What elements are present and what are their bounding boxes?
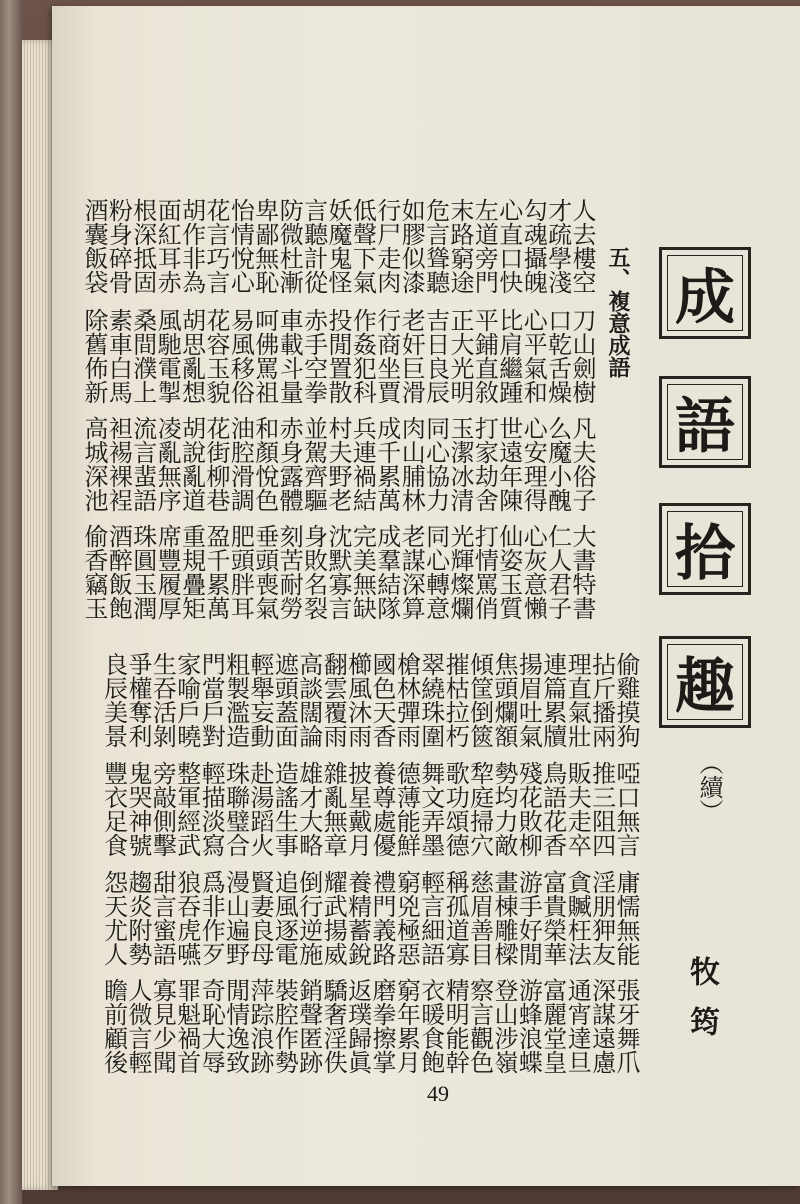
idiom: 凌亂無序 [153, 416, 182, 512]
idiom: 花言巧言 [202, 198, 230, 294]
idiom: 赴湯蹈火 [246, 761, 274, 857]
idiom: 良辰美景 [99, 652, 128, 748]
idiom: 磨拳擦掌 [368, 978, 396, 1074]
idiom: 返璞歸眞 [343, 978, 372, 1074]
subtitle: （續） [695, 751, 723, 823]
idiom: 狼吞虎嚥 [172, 870, 201, 966]
idiom: 油腔滑調 [226, 416, 255, 512]
idiom: 櫛風沐雨 [343, 652, 372, 748]
idiom: 正大光明 [446, 308, 474, 404]
title-box-3 [659, 503, 751, 595]
idiom: 連篇累牘 [538, 652, 567, 748]
idiom: 雄才大略 [294, 761, 323, 857]
idiom: 肉山脯林 [397, 416, 426, 512]
idiom: 袒裼裸裎 [104, 416, 133, 512]
idiom: 高城深池 [80, 416, 108, 512]
book-page [52, 6, 800, 1186]
idiom: 面紅耳赤 [153, 198, 182, 294]
idiom: 口乾舌燥 [543, 308, 572, 404]
idiom: 登山涉嶺 [490, 978, 518, 1074]
idiom: 重規疊矩 [177, 524, 206, 620]
idiom: 偷雞摸狗 [612, 652, 640, 748]
idiom: 防微杜漸 [275, 198, 304, 294]
title-box-1 [659, 247, 751, 339]
idiom: 粗製濫造 [221, 652, 250, 748]
idiom: 末路窮途 [446, 198, 474, 294]
idiom: 心直口快 [494, 198, 523, 294]
idiom: 倒行逆施 [294, 870, 323, 966]
idiom: 游蜂浪蝶 [514, 978, 543, 1074]
idiom: 老謀深算 [397, 524, 426, 620]
section-heading: 五、複意成語 [605, 246, 631, 378]
idiom: 遮頭蓋面 [270, 652, 299, 748]
idiom: 舞文弄墨 [416, 761, 445, 857]
idiom: 焦頭爛額 [490, 652, 518, 748]
idiom: 盈千累萬 [202, 524, 230, 620]
idiom: 輕舉妄動 [246, 652, 274, 748]
idiom: 刻苦耐勞 [275, 524, 304, 620]
idiom: 村夫野老 [324, 416, 352, 512]
idiom: 么魔小醜 [543, 416, 572, 512]
idiom: 並駕齊驅 [299, 416, 328, 512]
idiom: 左道旁門 [470, 198, 499, 294]
author-name: 牧筠 [684, 956, 719, 1056]
idiom: 歌功頌德 [441, 761, 470, 857]
idiom: 輕言細語 [416, 870, 445, 966]
idiom: 赤手空拳 [299, 308, 328, 404]
idiom: 花街柳巷 [202, 416, 230, 512]
idiom: 仁人君子 [543, 524, 572, 620]
idiom: 作姦犯科 [348, 308, 377, 404]
idiom: 兵連禍結 [348, 416, 377, 512]
idiom: 整軍經武 [172, 761, 201, 857]
idiom: 通宵達旦 [563, 978, 592, 1074]
idiom: 衣暖食飽 [416, 978, 445, 1074]
title-char-4: 趣 [675, 652, 735, 722]
book-spine [0, 0, 22, 1204]
idiom: 察言觀色 [465, 978, 494, 1074]
idiom: 富貴榮華 [538, 870, 567, 966]
idiom: 閒情逸致 [221, 978, 250, 1074]
idiom: 勢均力敵 [490, 761, 518, 857]
idiom: 鬼哭神號 [124, 761, 152, 857]
idiom: 投閒置散 [324, 308, 352, 404]
idiom: 花容玉貌 [202, 308, 230, 404]
idiom: 成千累萬 [372, 416, 401, 512]
idiom: 素車白馬 [104, 308, 133, 404]
idiom: 偷香竊玉 [80, 524, 108, 620]
idiom: 奇恥大辱 [197, 978, 226, 1074]
idiom: 淫朋狎友 [587, 870, 616, 966]
idiom: 酒醉飯飽 [104, 524, 133, 620]
idiom: 深謀遠慮 [587, 978, 616, 1074]
idiom: 人去樓空 [568, 198, 596, 294]
idiom: 傾筐倒篋 [465, 652, 494, 748]
idiom: 怡情悅心 [226, 198, 255, 294]
idiom: 養尊處優 [368, 761, 396, 857]
idiom: 才疏學淺 [543, 198, 572, 294]
idiom: 爲非作歹 [197, 870, 226, 966]
idiom: 行尸走肉 [372, 198, 401, 294]
idiom: 販夫走卒 [563, 761, 592, 857]
idiom: 富麗堂皇 [538, 978, 567, 1074]
idiom: 貪贓枉法 [563, 870, 592, 966]
idiom: 成羣結隊 [372, 524, 401, 620]
idiom: 窮兇極惡 [392, 870, 421, 966]
title-char-2: 語 [675, 392, 735, 462]
title-box-2-inner-border [667, 384, 743, 460]
idiom: 驕奢淫佚 [319, 978, 348, 1074]
idiom: 珠聯璧合 [221, 761, 250, 857]
idiom: 雜亂無章 [319, 761, 348, 857]
idiom: 風馳電掣 [153, 308, 182, 404]
idiom: 赤身露體 [275, 416, 304, 512]
idiom: 翻雲覆雨 [319, 652, 348, 748]
idiom: 如膠似漆 [397, 198, 426, 294]
idiom: 桑間濮上 [128, 308, 157, 404]
idiom: 罪魁禍首 [172, 978, 201, 1074]
idiom: 犂庭掃穴 [465, 761, 494, 857]
idiom: 易風移俗 [226, 308, 255, 404]
idiom: 趨炎附勢 [124, 870, 152, 966]
idiom: 漫山遍野 [221, 870, 250, 966]
idiom: 酒囊飯袋 [80, 198, 108, 294]
idiom: 旁敲側擊 [148, 761, 177, 857]
idiom: 完美無缺 [348, 524, 377, 620]
idiom: 同心協力 [421, 416, 450, 512]
idiom: 刀山劍樹 [568, 308, 596, 404]
idiom: 拈斤播兩 [587, 652, 616, 748]
idiom: 裝腔作勢 [270, 978, 299, 1074]
idiom: 打家劫舍 [470, 416, 499, 512]
idiom: 吉日良辰 [421, 308, 450, 404]
idiom: 國色天香 [368, 652, 396, 748]
idiom: 危言聳聽 [421, 198, 450, 294]
idiom: 禮門義路 [368, 870, 396, 966]
idiom: 理直氣壯 [563, 652, 592, 748]
idiom: 槍林彈雨 [392, 652, 421, 748]
title-box-2 [659, 376, 751, 468]
idiom: 萍踪浪跡 [246, 978, 274, 1074]
title-char-3: 拾 [675, 519, 735, 589]
idiom: 瞻前顧後 [99, 978, 128, 1074]
title-box-3-inner-border [667, 511, 743, 587]
idiom: 寡見少聞 [148, 978, 177, 1074]
idiom: 卑鄙無恥 [250, 198, 279, 294]
idiom: 銷聲匿跡 [294, 978, 323, 1074]
idiom: 游手好閒 [514, 870, 543, 966]
idiom: 言聽計從 [299, 198, 328, 294]
idiom: 老奸巨滑 [397, 308, 426, 404]
idiom: 心平氣和 [519, 308, 548, 404]
idiom: 啞口無言 [612, 761, 640, 857]
title-box-4-inner-border [667, 644, 743, 720]
idiom: 耀武揚威 [319, 870, 348, 966]
idiom: 鳥語花香 [538, 761, 567, 857]
idiom: 胡作非為 [177, 198, 206, 294]
idiom: 披星戴月 [343, 761, 372, 857]
idiom: 平鋪直敘 [470, 308, 499, 404]
idiom: 家喻戶曉 [172, 652, 201, 748]
idiom: 身敗名裂 [299, 524, 328, 620]
idiom: 行商坐賈 [372, 308, 401, 404]
title-char-1: 成 [675, 263, 735, 333]
idiom: 心灰意懶 [519, 524, 548, 620]
idiom: 比肩繼踵 [494, 308, 523, 404]
page-number: 49 [427, 1081, 449, 1106]
idiom: 甜言蜜語 [148, 870, 177, 966]
idiom: 追風逐電 [270, 870, 299, 966]
idiom: 稱孤道寡 [441, 870, 470, 966]
idiom: 粉身碎骨 [104, 198, 133, 294]
idiom: 摧枯拉朽 [441, 652, 470, 748]
idiom: 低聲下氣 [348, 198, 377, 294]
idiom: 光輝燦爛 [446, 524, 474, 620]
idiom: 沈默寡言 [324, 524, 352, 620]
idiom: 精明能幹 [441, 978, 470, 1074]
idiom: 仙姿玉質 [494, 524, 523, 620]
title-box-4 [659, 636, 751, 728]
idiom: 根深抵固 [128, 198, 157, 294]
idiom: 玉潔冰清 [446, 416, 474, 512]
title-box-1-inner-border [667, 255, 743, 331]
idiom: 推三阻四 [587, 761, 616, 857]
idiom: 車載斗量 [275, 308, 304, 404]
idiom: 凡夫俗子 [568, 416, 596, 512]
idiom: 高談闊論 [294, 652, 323, 748]
idiom: 造謠生事 [270, 761, 299, 857]
idiom: 豐衣足食 [99, 761, 128, 857]
idiom: 庸懦無能 [612, 870, 640, 966]
idiom: 垂頭喪氣 [250, 524, 279, 620]
idiom: 翠繞珠圍 [416, 652, 445, 748]
idiom: 胡思亂想 [177, 308, 206, 404]
idiom: 殘花敗柳 [514, 761, 543, 857]
idiom: 席豐履厚 [153, 524, 182, 620]
idiom: 勾魂攝魄 [519, 198, 548, 294]
idiom: 輕描淡寫 [197, 761, 226, 857]
idiom: 養精蓄銳 [343, 870, 372, 966]
idiom: 人微言輕 [124, 978, 152, 1074]
idiom: 揚眉吐氣 [514, 652, 543, 748]
idiom: 心安理得 [519, 416, 548, 512]
idiom: 賢妻良母 [246, 870, 274, 966]
idiom: 慈眉善目 [465, 870, 494, 966]
idiom: 珠圓玉潤 [128, 524, 157, 620]
idiom: 大書特書 [568, 524, 596, 620]
idiom: 呵佛罵祖 [250, 308, 279, 404]
idiom: 妖魔鬼怪 [324, 198, 352, 294]
idiom: 世遠年陳 [494, 416, 523, 512]
idiom: 胡說亂道 [177, 416, 206, 512]
idiom: 畫棟雕樑 [490, 870, 518, 966]
idiom: 德薄能鮮 [392, 761, 421, 857]
idiom: 除舊佈新 [80, 308, 108, 404]
idiom: 生吞活剝 [148, 652, 177, 748]
idiom: 門當戶對 [197, 652, 226, 748]
idiom: 和顏悅色 [250, 416, 279, 512]
idiom: 同心轉意 [421, 524, 450, 620]
idiom: 爭權奪利 [124, 652, 152, 748]
idiom: 窮年累月 [392, 978, 421, 1074]
idiom: 流言蜚語 [128, 416, 157, 512]
idiom: 打情罵俏 [470, 524, 499, 620]
idiom: 張牙舞爪 [612, 978, 640, 1074]
idiom: 怨天尤人 [99, 870, 128, 966]
idiom: 肥頭胖耳 [226, 524, 255, 620]
